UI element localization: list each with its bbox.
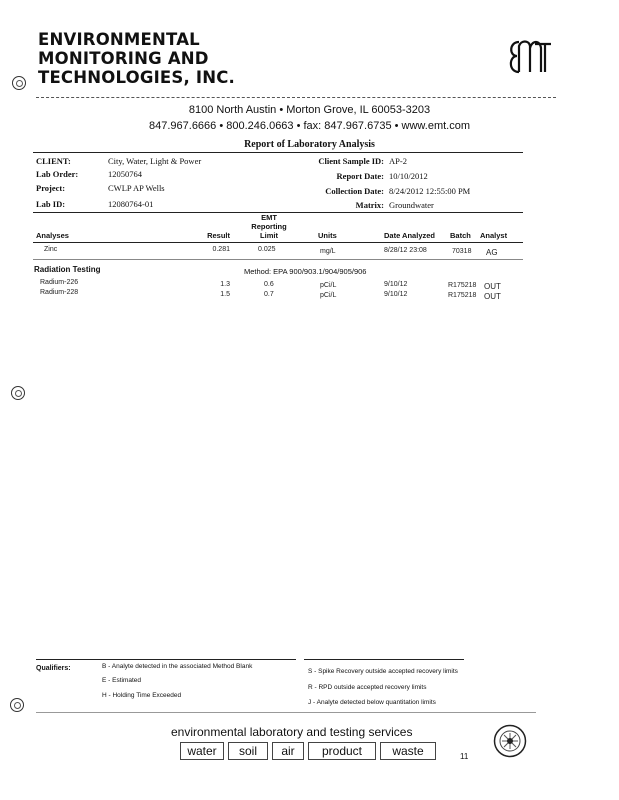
matrix-label: Matrix: — [355, 200, 384, 210]
accreditation-seal-icon — [493, 724, 527, 758]
zinc-analyst: AG — [486, 248, 498, 257]
row-analyst: OUT — [484, 292, 501, 301]
lab-id-value: 12080764-01 — [108, 199, 154, 209]
project-value: CWLP AP Wells — [108, 183, 165, 193]
title-rule — [33, 152, 523, 153]
section-title: Radiation Testing — [34, 265, 101, 274]
project-label: Project: — [36, 183, 66, 193]
header-divider — [36, 97, 556, 98]
footer-item-waste: waste — [380, 742, 436, 760]
row-analyst: OUT — [484, 282, 501, 291]
collection-date-value: 8/24/2012 12:55:00 PM — [389, 186, 471, 196]
client-sample-label: Client Sample ID: — [318, 156, 384, 166]
row-date: 9/10/12 — [384, 291, 408, 298]
zinc-date: 8/28/12 23:08 — [384, 247, 427, 254]
company-name-line3: TECHNOLOGIES, INC. — [38, 68, 236, 87]
col-date-analyzed: Date Analyzed — [384, 231, 435, 240]
qualifier-j: J - Analyte detected below quantitation limits — [308, 699, 436, 706]
client-label: CLIENT: — [36, 156, 71, 166]
qualifier-b: B - Analyte detected in the associated Method Blank — [102, 663, 253, 670]
qualifier-s: S - Spike Recovery outside accepted recovery limits — [308, 668, 458, 675]
row-batch: R175218 — [448, 292, 477, 299]
lab-id-label: Lab ID: — [36, 199, 66, 209]
row-name: Radium-228 — [40, 289, 79, 296]
zinc-batch: 70318 — [452, 248, 472, 255]
col-reporting-limit: EMT Reporting Limit — [251, 213, 287, 240]
qualifiers-rule-left — [36, 659, 296, 660]
section-method: Method: EPA 900/903.1/904/905/906 — [244, 267, 367, 276]
qualifier-h: H - Holding Time Exceeded — [102, 692, 182, 699]
row-units: pCi/L — [320, 282, 337, 289]
col-units: Units — [318, 231, 337, 240]
row-result: 1.3 — [220, 281, 230, 288]
qualifier-r: R - RPD outside accepted recovery limits — [308, 684, 427, 691]
footer-tagline: environmental laboratory and testing services — [171, 725, 413, 739]
company-contact: 847.967.6666 • 800.246.0663 • fax: 847.967.6735 • www.emt.com — [149, 120, 470, 132]
company-name — [38, 30, 235, 87]
row-units: pCi/L — [320, 292, 337, 299]
footer-item-soil: soil — [228, 742, 268, 760]
company-name-line1: ENVIRONMENTAL — [38, 30, 200, 49]
client-value: City, Water, Light & Power — [108, 156, 202, 166]
report-date-label: Report Date: — [336, 171, 384, 181]
matrix-value: Groundwater — [389, 200, 434, 210]
row-result: 1.5 — [220, 291, 230, 298]
row-name: Radium-226 — [40, 279, 79, 286]
zinc-units: mg/L — [320, 248, 336, 255]
report-title: Report of Laboratory Analysis — [244, 139, 375, 150]
emt-logo-icon — [505, 36, 555, 78]
client-sample-value: AP-2 — [389, 156, 407, 166]
col-analyst: Analyst — [480, 231, 508, 240]
qualifiers-rule-right — [304, 659, 464, 660]
zinc-rule — [33, 259, 523, 260]
qualifier-e: E - Estimated — [102, 677, 142, 684]
zinc-result: 0.281 — [212, 246, 230, 253]
footer-item-air: air — [272, 742, 304, 760]
zinc-limit: 0.025 — [258, 246, 276, 253]
col-analyses: Analyses — [36, 231, 69, 240]
qualifiers-bottom-rule — [36, 712, 536, 713]
lab-order-value: 12050764 — [108, 169, 142, 179]
punch-hole-middle-icon — [11, 386, 25, 400]
emt-logo — [505, 36, 555, 78]
col-batch: Batch — [450, 231, 471, 240]
collection-date-label: Collection Date: — [325, 186, 384, 196]
page-number: 11 — [460, 752, 469, 761]
row-date: 9/10/12 — [384, 281, 408, 288]
row-batch: R175218 — [448, 282, 477, 289]
header-rule — [33, 242, 523, 243]
company-address: 8100 North Austin • Morton Grove, IL 60053-3203 — [188, 104, 431, 116]
footer-item-product: product — [308, 742, 376, 760]
punch-hole-bottom-icon — [10, 698, 24, 712]
qualifiers-label: Qualifiers: — [36, 665, 71, 672]
company-name-line2: MONITORING AND — [38, 49, 209, 68]
emt-logo-text — [505, 36, 507, 37]
col-result: Result — [207, 231, 230, 240]
footer-item-water: water — [180, 742, 224, 760]
report-date-value: 10/10/2012 — [389, 171, 428, 181]
punch-hole-top-icon — [12, 76, 26, 90]
row-limit: 0.6 — [264, 281, 274, 288]
lab-order-label: Lab Order: — [36, 169, 79, 179]
zinc-name: Zinc — [44, 246, 58, 253]
row-limit: 0.7 — [264, 291, 274, 298]
